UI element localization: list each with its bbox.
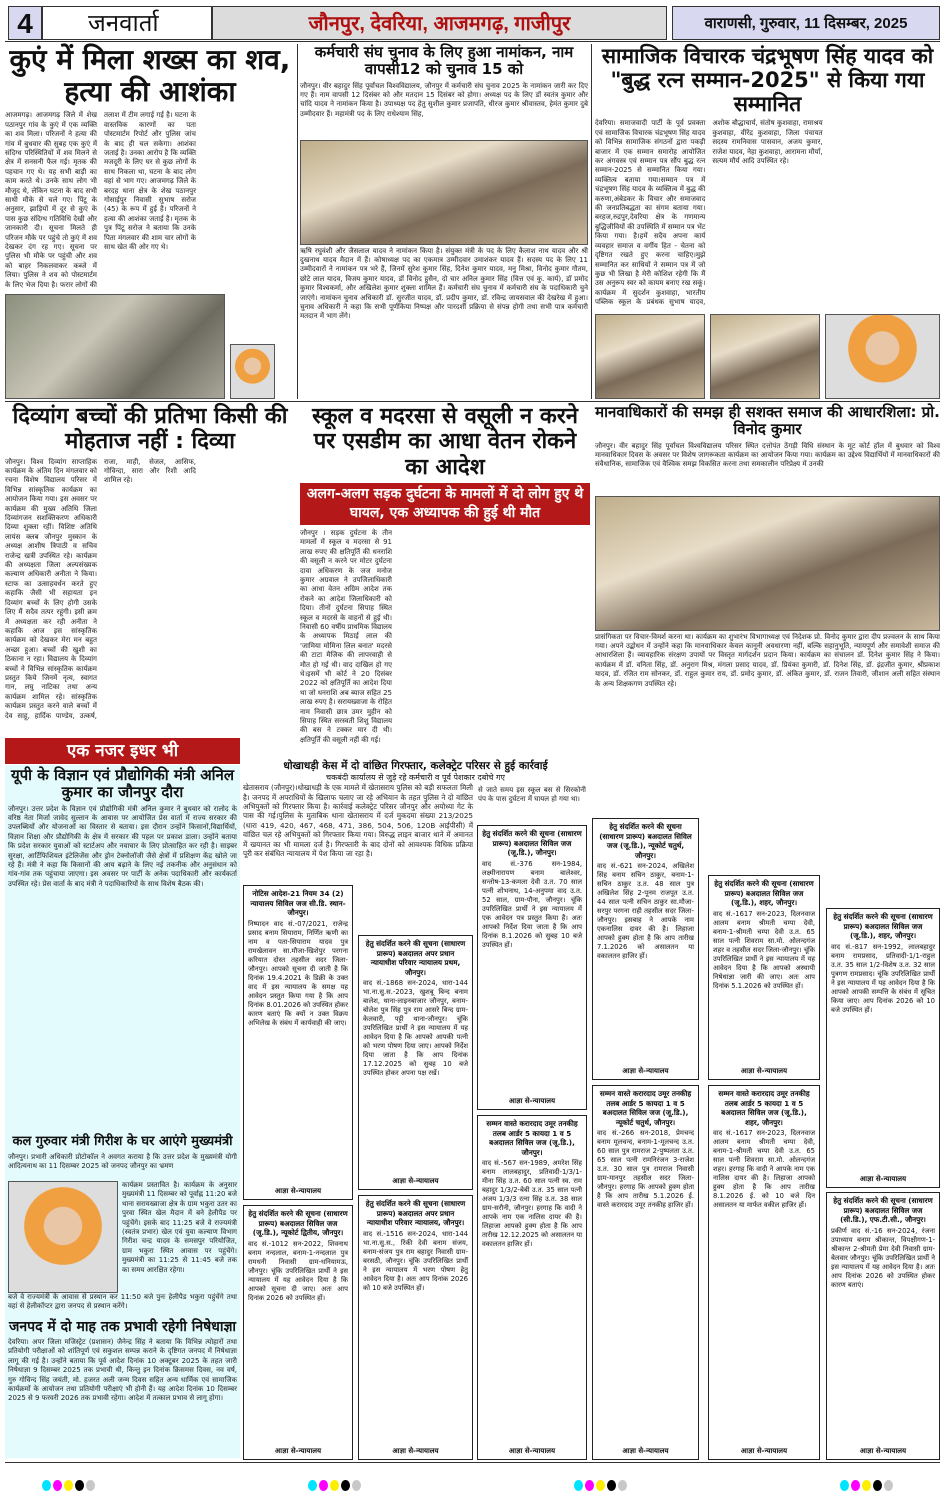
article-body-top: जौनपुर। वीर बहादुर सिंह पूर्वांचल विश्वविद्यालय, जौनपुर में कर्मचारी संघ चुनाव 2025 के नामांकन जारी कर दिए गए हैं। नाम वापसी 12 दिसंबर को और मतदान 15 दिसंबर को होगा। अध्यक्ष पद के लिए डॉ स्वतंत्र कुमार और चांदि यादव ने नामांकन किया है। उपाध्यक्ष पद हेतु सुशील कुमार प्रजापति, धीरज कुमार श्रीवास्तव, हेमंत कुमार दुबे उम्मीदवार हैं। महामंत्री पद के लिए राधेश्याम सिंह, <box>300 81 588 118</box>
notice-title: सम्मन वास्ते करारदाद उमूर तनकीह तलब आर्डर 5 कायदा 1 व 5 बअदालत सिविल जज (जू.डि.), जौनपुर। <box>486 1119 578 1157</box>
portrait-photo <box>230 344 275 399</box>
court-notice <box>358 1195 473 1460</box>
headline: स्कूल व मदरसा से वसूली न करने पर एसडीम का आधा वेतन रोकने का आदेश <box>312 404 578 480</box>
registration-dot <box>75 1480 84 1491</box>
headline: धोखाधड़ी केस में दो वांछित गिरफ्तार, कलेक्ट्रेट परिसर से हुई कार्रवाई <box>283 760 548 772</box>
registration-dot <box>341 1480 350 1491</box>
notice-title: हेतु संदर्शित करने की सूचना (साधारण प्रारूप) बअदालत सिविल जज (जू.डि.), न्यूकोर्ट द्वितीय, जौनपुर। <box>248 1209 348 1237</box>
court-notice <box>243 885 353 1200</box>
article-divyang <box>5 404 295 730</box>
registration-dot <box>873 1480 882 1491</box>
article-union <box>300 44 588 399</box>
notice-footer: आज्ञा से-न्यायालय <box>740 1447 788 1455</box>
sidebar-headline: जनपद में दो माह तक प्रभावी रहेगी निषेधाज्ञा <box>8 1318 237 1335</box>
court-notice <box>477 825 587 1110</box>
registration-marks <box>42 1480 95 1491</box>
notice-title: सम्मन वास्ते करारदाद उमूर तनकीह तलब आर्डर 5 कायदा 1 व 5 बअदालत सिविल जज (जू.डि.), शहर, जौनपुर। <box>718 1089 810 1127</box>
headline: मानवाधिकारों की समझ ही सशक्त समाज की आधारशिला: प्रो. विनोद कुमार <box>595 403 940 439</box>
notice-body: वाद सं.-1617 सन-2023, दिलनवाज आलम बनाम श्रीमती चम्पा देवी, बनाम-1-श्रीमती चम्पा देवी उ.त. 65 साल पत्नी शिवराम सा.मो. ओलन्दगंज शहर व तहसील सदर जिला-जौनपुर। चूंकि उपरिलिखित प्रार्थी ने इस न्यायालय में यह आवेदन दिया है कि आपको अस्थायी निषेधाज्ञा जारी की जाए। अतः आप दिनांक 5.1.2026 को उपस्थित हों। <box>713 909 815 990</box>
registration-dot <box>352 1480 361 1491</box>
date-line: वाराणसी, गुरुवार, 11 दिसम्बर, 2025 <box>672 6 940 40</box>
notice-title: हेतु संदर्शित करने की सूचना (साधारण प्रारूप) बअदालत सिविल जज (जू.डि.), जौनपुर। <box>482 829 582 857</box>
court-notice <box>826 908 940 1188</box>
article-school <box>300 404 590 758</box>
article-well <box>5 44 295 399</box>
sidebar-box <box>5 765 240 1458</box>
article-photo <box>595 496 940 631</box>
article-photo <box>5 294 225 399</box>
divider <box>591 44 592 399</box>
notice-title: हेतु संदर्शित करने की सूचना (साधारण प्रारूप) बअदालत सिविल जज (जू.डि.), शहर, जौनपुर। <box>714 879 814 907</box>
divider <box>297 44 298 399</box>
notice-body: वाद सं.-1012 सन-2022, शिवनाथ बनाम नन्दलाल, बनाम-1-नन्दलाल पुत्र रामधनी निवासी ग्राम-धनियामऊ, जौनपुर। चूंकि उपरिलिखित प्रार्थी ने इस न्यायालय में यह आवेदन दिया है कि आपको सूचना दी जाए। अतः आप दिनांक 2026 को उपस्थित हों। <box>248 1239 348 1302</box>
notice-body: वाद सं.-1516 सन-2024, धारा-144 भा.ना.सु.स., रिंकी देवी बनाम संजय, बनाम-संजय पुत्र राम बहादुर निवासी ग्राम-बरसठी, जौनपुर। चूंकि उपरिलिखित प्रार्थी ने इस न्यायालय में भरण पोषण हेतु आवेदन दिया है। अतः आप दिनांक 2026 को 10 बजे उपस्थित हों। <box>363 1229 468 1292</box>
registration-dot <box>840 1480 849 1491</box>
notice-title: हेतु संदर्शित करने की सूचना (साधारण प्रारूप) बअदालत सिविल जज (जू.डि.), शहर, जौनपुर। <box>833 912 933 940</box>
subheadline: चकबंदी कार्यालय से जुड़े रहे कर्मचारी व पूर्व पेशकार दबोचे गए <box>326 773 505 783</box>
court-notice <box>243 1205 353 1460</box>
divider <box>5 41 940 42</box>
notice-title: हेतु संदर्शित करने की सूचना (साधारण प्रारूप) बअदालत सिविल जज (जू.डि.), न्यूकोर्ट चतुर्थ, जौनपुर। <box>599 822 692 860</box>
notice-footer: आज्ञा से-न्यायालय <box>392 1177 439 1185</box>
article-body-top: जौनपुर। वीर बहादुर सिंह पूर्वांचल विश्वविद्यालय परिसर स्थित दत्तोपंत ठेंगड़ी विधि संस्थान के मूट कोर्ट हॉल में बुधवार को विश्व मानवाधिकार दिवस के अवसर पर विशेष जागरूकता कार्यक्रम का आयोजन किया गया। कार्यक्रम का उद्देश्य विद्यार्थियों में मानवाधिकारों की संवैधानिक, सामाजिक एवं वैश्विक समझ विकसित करना तथा समकालीन परिप्रेक्ष्य में उनकी <box>595 441 940 469</box>
notice-footer: आज्ञा से-न्यायालय <box>622 1447 669 1455</box>
court-notice <box>826 1192 940 1460</box>
registration-dot <box>851 1480 860 1491</box>
registration-dot <box>64 1480 73 1491</box>
article-body: जौनपुर। विश्व दिव्यांग साप्ताहिक कार्यक्रम के अंतिम दिन मंगलवार को रचना विशेष विद्यालय परिसर में विभिन्न सांस्कृतिक कार्यक्रम का आयोजन किया गया। इस अवसर पर कार्यक्रम की मुख्य अतिथि जिला दिव्यांगजन सशक्तिकरण अधिकारी दिव्या शुक्ला रहीं। विशिष्ट अतिथि लायंस क्लब जौनपुर मुस्कान के अध्यक्ष आशीष त्रिपाठी व सचिव राजेन्द्र खत्री उपस्थित रहे। कार्यक्रम की अध्यक्षता जिला अल्पसंख्यक कल्याण अधिकारी अनीता ने किया। स्टाफ का उत्साहवर्धन करते हुए कहाकि जैसी भी सहायता इन दिव्यांग बच्चों के लिए होगी उसके लिए मैं सदैव तत्पर रहूंगी। इसी क्रम में अध्यक्षता कर रही अनीता ने कहाकि आज इस सांस्कृतिक कार्यक्रम को देखकर मेरा मन बहुत अच्छा हुआ। बच्चों की खुशी का ठिकाना न रहा। विद्यालय के दिव्यांग बच्चों ने विभिन्न सांस्कृतिक कार्यक्रम प्रस्तुत किये जिनमें नृत्य, स्वागत गान, लघु नाटिका तथा अन्य कार्यक्रम शामिल रहे। सांस्कृतिक कार्यक्रम प्रस्तुत करने वाले बच्चों में देव साहू, हार्दिक पाण्डेय, उत्कर्ष, राजा, माही, सेजल, आसिफ, गोविन्दा, सारा और रिशी आदि शामिल रहे। <box>5 457 196 720</box>
notice-title: हेतु संदर्शित करने की सूचना (साधारण प्रारूप) बअदालत अपर प्रधान न्यायाधीश परिवार न्यायालय, जौनपुर। <box>365 1199 466 1227</box>
edition-title: जौनपुर, देवरिया, आजमगढ़, गाजीपुर <box>212 6 667 40</box>
divider <box>5 401 940 402</box>
notice-footer: आज्ञा से-न्यायालय <box>859 1447 907 1455</box>
notice-body: वाद सं.-376 सन-1984, लक्ष्मीनारायण बनाम बालेश्वर, सन्तोष-13-कमला देवी उ.त. 70 साल पत्नी शोभनाथ, 14-अनुपमा वाद उ.त. 52 साल, ग्राम-पौना, जौनपुर। चूंकि उपरिलिखित प्रार्थी ने इस न्यायालय में एक आवेदन पत्र प्रस्तुत किया है। अतः आपको निर्देश दिया जाता है कि आप दिनांक 8.1.2026 को सुबह 10 बजे उपस्थित हों। <box>482 859 582 949</box>
newspaper-name: जनवार्ता <box>42 6 212 40</box>
registration-marks <box>574 1480 627 1491</box>
article-photo <box>595 314 705 399</box>
registration-dot <box>308 1480 317 1491</box>
headline: कुएं में मिला शख्स का शव, हत्या की आशंका <box>9 43 291 109</box>
court-notice <box>592 818 699 1080</box>
notice-body: वाद सं.-1868 सन-2024, धारा-144 भा.ना.सु.स.-2023, खुशबू बिन्द बनाम बालेश, थाना-लाइनबाजार जौनपुर, बनाम-बोलेश पुत्र सिंह पुत्र राम आसरे बिन्द ग्राम-केलवारी, पट्टी थाना-जौनपुर। चूंकि उपरिलिखित प्रार्थी ने इस न्यायालय में यह आवेदन दिया है कि आपको आपकी पत्नी को भरण पोषण दिया जाए। आपको निर्देश दिया जाता है कि आप दिनांक 17.12.2025 को सुबह 10 बजे उपस्थित होकर अपना पक्ष रखें। <box>363 979 468 1077</box>
article-body: आजमगढ़। आजमगढ़ जिले में शेख पठानपुर गांव के कुएं में एक व्यक्ति का शव मिला। परिजनों ने हत्या की गांव में बुधवार की सुबह एक कुएं में संदिग्ध परिस्थितियों में शव मिलने से क्षेत्र में सनसनी फैल गई। मृतक की पहचान गए थे। यह सभी बाड़ी का काम करते थे। उनके साथ लोग भी मौजूद थे, लेकिन घटना के बाद सभी साथी मौके से चले गए। पिंटू के अनुसार, झाड़ियों में दूर से कुएं के पास कुछ संदिग्ध गतिविधि देखी और जानकारी दी। सूचना मिलते ही परिजन मौके पर पहुंचे तो कुएं में शव देखकर दंग रह गए। सूचना पर पुलिस भी मौके पर पहुंची और शव को बाहर निकलवाकर कब्जे में लिया। पुलिस ने शव को पोस्टमार्टम के लिए भेज दिया है। फरार लोगों की तलाश में टीम लगाई गई है। घटना के वास्तविक कारणों का पता पोस्टमार्टम रिपोर्ट और पुलिस जांच के बाद ही चल सकेगा। आशंका जताई है। उनका आरोप है कि व्यक्ति मजदूरी के लिए घर से कुछ लोगों के साथ निकला था, घटना के बाद लोग वहां से भाग गए। आजमगढ़ जिले के बरदह थाना क्षेत्र के शेख पठानपुर गोसाईपुर निवासी सुभाष सरोज (45) के रूप में हुई है। परिजनों ने हत्या की आशंका जताई है। मृतक के पुत्र पिंटू सरोज ने बताया कि उनके पिता मंगलवार की शाम चार लोगों के साथ खेत की ओर गए थे। <box>5 111 196 289</box>
registration-dot <box>596 1480 605 1491</box>
court-notice <box>592 1085 699 1460</box>
registration-marks <box>308 1480 361 1491</box>
court-notice <box>477 1115 587 1460</box>
notice-title: हेतु संदर्शित करने की सूचना (साधारण प्रारूप) बअदालत सिविल जज (सी.डि.), एफ.टी.सी., जौनपुर। <box>833 1196 933 1224</box>
article-photo <box>300 140 588 245</box>
sidebar-body: बजे वे राज्यमंत्री के आवास से प्रस्थान कर 11:50 बजे पुनः हेलीपैड भकुरा पहुंचेंगे तथा वहां से हेलीकॉप्टर द्वारा जनपद से प्रस्थान करेंगे। <box>8 1292 237 1311</box>
article-fraud-body-space <box>243 822 473 882</box>
headline: दिव्यांग बच्चों की प्रतिभा किसी की मोहताज नहीं : दिव्या <box>12 404 288 455</box>
notice-footer: आज्ञा से-न्यायालय <box>508 1097 556 1105</box>
article-body-bottom: प्रासंगिकता पर विचार-विमर्श करना था। कार्यक्रम का शुभारंभ विभागाध्यक्ष एवं निदेशक प्रो. विनोद कुमार द्वारा दीप प्रज्वलन के साथ किया गया। अपने उद्बोधन में उन्होंने कहा कि मानवाधिकार केवल कानूनी अवधारणा नहीं, बल्कि सहानुभूति, न्यायपूर्ण और समावेशी समाज की आधारशिला हैं। व्यावहारिक संरक्षण उपायों पर विस्तृत मार्गदर्शन प्रदान किया। कार्यक्रम का संचालन डॉ. दिनेश कुमार सिंह ने किया। कार्यक्रम में डॉ. वनिता सिंह, डॉ. अनुराग मिश्र, मंगला प्रसाद यादव, डॉ. प्रियंका कुमारी, डॉ. दिनेश सिंह, डॉ. इंद्रजीत कुमार, श्रीप्रकाश यादव, डॉ. रजित राम सोनकर, डॉ. राहुल कुमार राय, डॉ. प्रमोद कुमार, डॉ. अंकित कुमार, डॉ. राजन तिवारी, जीशान अली सहित संस्थान के अन्य शिक्षकगण उपस्थित रहे। <box>595 632 940 688</box>
registration-marks <box>840 1480 893 1491</box>
award-photo <box>710 314 820 399</box>
registration-dot <box>618 1480 627 1491</box>
portrait-photo <box>8 1181 118 1293</box>
notice-footer: आज्ञा से-न्यायालय <box>740 1067 788 1075</box>
article-body: खेतासराय (जौनपुर)।धोखाधड़ी के एक मामले में खेतासराय पुलिस को बड़ी सफलता मिली है। जनपद में अपराधियों के खिलाफ चलाए जा रहे अभियान के तहत पुलिस ने दो वांछित अभियुक्तों को गिरफ्तार किया है। कार्रवाई कलेक्ट्रेट परिसर जौनपुर और अयोध्या गेट के पास की गई।पुलिस के मुताबिक थाना खेतासराय में दर्ज मुकदमा संख्या 213/2025 (धारा 419, 420, 467, 468, 471, 386, 504, 506, 120B आईपीसी) में वांछित चल रहे अभियुक्तों को गिरफ्तार किया गया। विरुद्ध लाइन बाजार थाने में अमानत में खयानत का भी मामला दर्ज है। गिरफ्तारी के बाद दोनों को आवश्यक विधिक प्रक्रिया पूरी कर संबंधित न्यायालय में पेश किया जा रहा है। <box>243 783 473 859</box>
article-continuation: से जाते समय इस स्कूल बस से सिरकोनी पंप के पास दुर्घटना में घायल हो गया था। <box>478 786 586 804</box>
sidebar-body: जौनपुर। प्रभारी अधिकारी प्रोटोकॉल ने अवगत कराया है कि उत्तर प्रदेश के मुख्यमंत्री योगी आदित्यनाथ का 11 दिसम्बर 2025 को जनपद जौनपुर का भ्रमण <box>8 1152 237 1171</box>
article-body-bottom: ऋषि रघुवंशी और जैसलाल यादव ने नामांकन किया है। संयुक्त मंत्री के पद के लिए कैलाश नाथ यादव और श्री दुखनाथ यादव मैदान में हैं। कोषाध्यक्ष पद का एकमात्र उम्मीदवार उमाशंकर यादव हैं। सदस्य पद के लिए 11 उम्मीदवारों ने नामांकन पत्र भरे हैं, जिनमें सुरेश कुमार सिंह, दिनेश कुमार यादव, मनु मिश्रा, विनोद कुमार गौतम, छोटे लाल यादव, विजय कुमार यादव, डॉ विनोद हुसैन, दो चार अनिल कुमार सिंह (वित्त एवं कु. कार्य), डॉ प्रमोद कुमार विश्वकर्मा, और अखिलेश कुमार शुक्ला शामिल हैं। कर्मचारी संघ चुनाव में कर्मचारी संघ के पदाधिकारी चुने जाएंगे। नामांकन चुनाव अधिकारी डॉ. सुरजीत यादव, डॉ. प्रदीप कुमार, डॉ. रविन्द्र जायसवाल की देखरेख में हुआ। चुनाव अधिकारी ने कहा कि सभी पूर्णकिया निष्पक्ष और पारदर्शी प्रक्रिया से संपन्न होगी तथा सभी पात्र कर्मचारी मतदान में भाग लेंगे। <box>300 246 588 321</box>
sidebar-body: जौनपुर। उत्तर प्रदेश के विज्ञान एवं प्रौद्योगिकी मंत्री अनिल कुमार ने बुधवार को रालोद के वरिष्ठ नेता मिर्जा जावेद सुल्तान के आवास पर आयोजित प्रेस वार्ता में राज्य सरकार की उपलब्धियों और योजनाओं का विस्तार से बताया। इस दौरान उन्होंने किसानों,विद्यार्थियों, विज्ञान शिक्षा और प्रौद्योगिकी के क्षेत्र में सरकार की पहल पर प्रकाश डाला। उन्होंने बताया कि प्रदेश सरकार युवाओं को स्टार्टअप और नवाचार के लिए प्रोत्साहित कर रही है। साइबर सुरक्षा, आर्टिफिशियल इंटेलिजेंस और ड्रोन टेक्नोलॉजी जैसे क्षेत्रों में प्रशिक्षण केंद्र खोले जा रहे हैं। मंत्री ने कहा कि किसानों की आय बढ़ाने के लिए नई तकनीक और अनुसंधान को गांव-गांव तक पहुंचाया जाएगा। इस अवसर पर पार्टी के अनेक पदाधिकारी और कार्यकर्ता उपस्थित रहे। प्रेस वार्ता के बाद मंत्री ने पदाधिकारियों के साथ विशेष बैठक की। <box>8 804 237 888</box>
notice-footer: आज्ञा से-न्यायालय <box>274 1187 322 1195</box>
portrait-photo <box>825 314 940 399</box>
notice-footer: आज्ञा से-न्यायालय <box>392 1447 439 1455</box>
registration-dot <box>607 1480 616 1491</box>
notice-body: वाद सं.-621 सन-2024, अखिलेश सिंह बनाम सचिन ठाकुर, बनाम-1-सचिन ठाकुर उ.त. 48 साल पुत्र अखिलेश सिंह 2-पूनम राजपूत उ.त. 44 साल पत्नी सचिन ठाकुर सा.मौजा-सरपुर परगना राही तहसील सदर जिला-जौनपुर। इसबाह ने आपके नाम एकनालिस दावर की है। लिहाजा आपको हुक्म होता है कि आप तारीख 7.1.2026 को असालतन या वकालतन हाजिर हों। <box>597 862 694 960</box>
notice-body: वाद सं.-817 सन-1992, लालबहादुर बनाम रामप्रसाद, प्रतिवादी-1/1-राहुल उ.त. 35 साल 1/2-विशेष उ.त. 32 साल पुत्रगण रामप्रसाद। चूंकि उपरिलिखित प्रार्थी ने इस न्यायालय में यह आवेदन दिया है कि आपको आपकी सम्पत्ति के संबंध में सूचित किया जाए। आप दिनांक 2026 को 10 बजे उपस्थित हों। <box>831 942 935 1014</box>
headline: कर्मचारी संघ चुनाव के लिए हुआ नामांकन, नाम वापसी12 को चुनाव 15 को <box>314 43 574 79</box>
notice-title: सम्मन वास्ते करारदाद उमूर तनकीह तलब आर्डर 5 कायदा 1 व 5 बअदालत सिविल जज (जू.डि.), न्यूकोर्ट चतुर्थ, जौनपुर। <box>599 1089 692 1127</box>
notice-footer: आज्ञा से-न्यायालय <box>274 1447 322 1455</box>
sidebar-body: कार्यक्रम प्रस्तावित है। कार्यक्रम के अनुसार मुख्यमंत्री 11 दिसम्बर को पूर्वाह्न 11:20 बजे थाना सरायख्वाजा क्षेत्र के ग्राम भकुरा उतर का पुरवा स्थित खेल मैदान में बने हेलीपैड पर पहुंचेंगे। इसके बाद 11:25 बजे वे राज्यमंत्री (स्वतंत्र प्रभार) खेल एवं युवा कल्याण विभाग गिरीश चन्द्र यादव के समसपुर परियोजित, ग्राम भकुरा स्थित आवास पर पहुंचेंगे। मुख्यमंत्री का 11:25 से 11:45 बजे तक का समय आरक्षित रहेगा। <box>122 1180 237 1274</box>
court-notice <box>708 1085 820 1460</box>
court-notice <box>708 875 820 1080</box>
registration-dot <box>319 1480 328 1491</box>
article-award <box>595 44 940 399</box>
headline: सामाजिक विचारक चंद्रभूषण सिंह यादव को "बुद्ध रत्न सम्मान-2025" से किया गया सम्मानित <box>601 44 934 117</box>
sidebar-body: देवरिया। अपर जिला मजिस्ट्रेट (प्रशासन) जैनेन्द्र सिंह ने बताया कि विभिन्न त्योहारों तथा प्रतियोगी परीक्षाओं को शांतिपूर्ण एवं सकुशल सम्पन्न कराने के दृष्टिगत जनपद में निषेधाज्ञा लागू की गई है। उन्होंने बताया कि पूर्व आदेश दिनांक 10 अक्टूबर 2025 के तहत जारी निषेधाज्ञा 9 दिसम्बर 2025 तक प्रभावी थी, किन्तु इन दिनांक क्रिसमस दिवस, नव वर्ष, गुरु गोविन्द सिंह जयंती, मो. हजरत अली जन्म दिवस सहित अन्य धार्मिक एवं सामाजिक कार्यक्रमों के आयोजन तथा प्रतियोगी परीक्षाएं भी होनी हैं। यह आदेश दिनांक 10 दिसम्बर 2025 से 9 फरवरी 2026 तक प्रभावी रहेगा। आदेश में तत्काल प्रभाव से लागू होगा। <box>8 1338 237 1403</box>
registration-dot <box>884 1480 893 1491</box>
notice-body: वाद सं.-1617 सन-2023, दिलनवाज आलम बनाम श्रीमती चम्पा देवी, बनाम-1-श्रीमती चम्पा देवी उ.त. 65 साल पत्नी शिवराम सा.मो. ओलन्दगंज शहर। हरगाह कि वादी ने आपके नाम एक नालिस दायर की है। लिहाजा आपको हुक्म होता है कि आप तारीख 8.1.2026 ई. को 10 बजे दिन असालतन या मार्फत वकील हाजिर हों। <box>713 1129 815 1209</box>
registration-dot <box>86 1480 95 1491</box>
notice-body: प्रकीर्ण वाद सं.-16 सन-2024, रंजना उपाध्याय बनाम श्रीकान्त, विपक्षीगण-1-श्रीकान्त 2-श्रीमती प्रेमा देवी निवासी ग्राम-बेलवार जौनपुर। चूंकि उपरिलिखित प्रार्थी ने इस न्यायालय में यह आवेदन दिया है। अतः आप दिनांक 2026 को उपस्थित होकर कारण बताएं। <box>831 1226 935 1289</box>
notice-body: वाद सं.-567 सन-1989, अमरेश सिंह बनाम लालबहादुर, प्रतिवादी-1/3/1-मीना सिंह उ.त. 60 साल पत्नी स्व. राम बहादुर 1/3/2-बेबी उ.त. 35 साल पत्नी अजय 1/3/3 रत्ना सिंह उ.त. 38 साल ग्राम-सरौनी, जौनपुर। हरगाह कि वादी ने आपके नाम एक नालिस दायर की है। लिहाजा आपको हुक्म होता है कि आप तारीख 12.12.2025 को असालतन या वकालतन हाजिर हों। <box>482 1159 582 1248</box>
article-body: देवरिया। समाजवादी पार्टी के पूर्व प्रवक्ता एवं सामाजिक विचारक चंद्रभूषण सिंह यादव को विभिन्न सामाजिक संगठनों द्वारा पकड़ी बाजार में एक सम्मान समारोह आयोजित कर अंगवस्त्र एवं सम्मान पत्र सौंप बुद्ध रत्न सम्मान-2025 से सम्मानित किया गया। व्यक्तित्व बताया गया।सम्मान पत्र में चंद्रभूषण सिंह यादव के व्यक्तित्व में बुद्ध की करुणा,अंबेडकर के विचार और समाजवाद की जनप्रतिबद्धता का संगम बताया गया। बरहज,रुद्रपुर,देवरिया क्षेत्र के गणमान्य बुद्धिजीवियों की उपस्थिति में सम्मान पत्र भेंट किया गया। है।हमें सदैव अपना कार्य व्यवहार समाज व वर्गीय हित - चेतना को दृष्टिगत रखते हुए करना चाहिए।मुझे सम्मानित कर साथियों ने सम्मान पत्र में जो कुछ भी लिखा है मेरी कोशिश रहेगी कि मैं उस अनुरूप स्वर को कायम बनाए रख सकूं। कार्यक्रम में सुदर्शन कुशवाहा, भारतीय पब्लिक स्कूल के प्रबंधक सुभाष यादव, अशोक बौद्धाचार्य, संतोष कुशवाहा, रामाश्रय कुशवाहा, वीरेंद्र कुशवाहा, जिला पंचायत सदस्य रामनिवास पासवान, अजय कुमार, राजेश यादव, नेहा कुशवाहा, आरामना मौर्या, सत्यम मौर्य आदि उपस्थित रहे। <box>595 119 823 307</box>
court-notice <box>358 935 473 1190</box>
divider <box>5 1462 940 1463</box>
sub-banner: अलग-अलग सड़क दुर्घटना के मामलों में दो लोग हुए थे घायल, एक अध्यापक की हुई थी मौत <box>300 483 590 525</box>
registration-dot <box>53 1480 62 1491</box>
registration-dot <box>42 1480 51 1491</box>
section-banner: एक नजर इधर भी <box>5 738 240 764</box>
registration-dot <box>330 1480 339 1491</box>
notice-footer: आज्ञा से-न्यायालय <box>859 1175 907 1183</box>
article-body: जौनपुर । सड़क दुर्घटना के तीन मामलों में स्कूल व मदरसा से 91 लाख रुपए की क्षतिपूर्ति की धनराशि की वसूली न करने पर मोटर दुर्घटना दावा अधिकरण के जज मनोज कुमार अग्रवाल ने उपजिलाधिकारी का आधा वेतन अग्रिम आदेश तक रोकने का आदेश जिलाधिकारी को दिया। तीनों दुर्घटना सिपाह स्थित स्कूल व मदरसे के वाहनों से हुई थी। निवासी 60 वर्षीय प्राथमिक विद्यालय के अध्यापक मिठाई लाल की 'जामिया मोमिना लिल बनात' मदरसे की टाटा मैजिक की लापरवाही से मौत हो गई थी। वाद दाखिल हो गए थे।इसमें भी कोर्ट ने 20 दिसंबर 2022 को क्षतिपूर्ति का आदेश दिया था जो धनराशि अब ब्याज सहित 25 लाख रुपए है। सरायख्वाजा के रोहित नाम निवासी छात्र उमर मुहीन को सिपाह स्थित सरस्वती शिशु विद्यालय की बस ने टक्कर मार दी थी। क्षतिपूर्ति की वसूली नहीं की गई। <box>300 528 392 744</box>
notice-title: हेतु संदर्शित करने की सूचना (साधारण प्रारूप) बअदालत अपर प्रधान न्यायाधीश परिवार न्यायालय प्रथम, जौनपुर। <box>365 939 466 977</box>
registration-dot <box>585 1480 594 1491</box>
notice-body: निष्पादन वाद सं.-07/2021, राजेन्द्र प्रसाद बनाम सियाराम, निर्णित ऋणी का नाम व पता-सियाराम यादव पुत्र रामखेलावन सा.मौजा-खिशेपुर परगना करियात दोस्त तहसील सदर जिला-जौनपुर। आपको सूचना दी जाती है कि दिनांक 19.4.2021 के डिक्री के उक्त वाद में इस न्यायालय के समक्ष यह आवेदन प्रस्तुत किया गया है कि आप दिनांक 8.01.2026 को उपस्थित होकर कारण बताएं कि क्यों न उक्त विक्रय अभिलेख के संबंध में कार्यवाही की जाए। <box>248 919 348 1027</box>
registration-dot <box>574 1480 583 1491</box>
sidebar-headline: कल गुरुवार मंत्री गिरीश के घर आएंगे मुख्यमंत्री <box>12 1133 233 1149</box>
notice-footer: आज्ञा से-न्यायालय <box>622 1067 669 1075</box>
sidebar-headline: यूपी के विज्ञान एवं प्रौद्योगिकी मंत्री अनिल कुमार का जौनपुर दौरा <box>10 766 235 802</box>
notice-title: नोटिस आदेश-21 नियम 34 (2) न्यायालय सिविल जज सी.डि. स्थान- जौनपुर। <box>250 889 346 917</box>
notice-body: वाद सं.-266 सन-2018, प्रेमचन्द बनाम मूलचन्द, बनाम-1-मूलचन्द उ.त. 60 साल पुत्र रामराज 2-पुष्पलता उ.त. 65 साल पत्नी रामनिरंजन 3-राजेश उ.त. 30 साल पुत्र रामराज निवासी ग्राम-मानपुर तहसील सदर जिला-जौनपुर। हरगाह कि आपको हुक्म होता है कि आप तारीख 5.1.2026 ई. वास्ते करारदाद उमूर तनकीह हाजिर हों। <box>597 1129 694 1209</box>
registration-dot <box>862 1480 871 1491</box>
article-human-rights <box>595 404 940 814</box>
notice-footer: आज्ञा से-न्यायालय <box>508 1447 556 1455</box>
page-number: 4 <box>8 6 42 40</box>
